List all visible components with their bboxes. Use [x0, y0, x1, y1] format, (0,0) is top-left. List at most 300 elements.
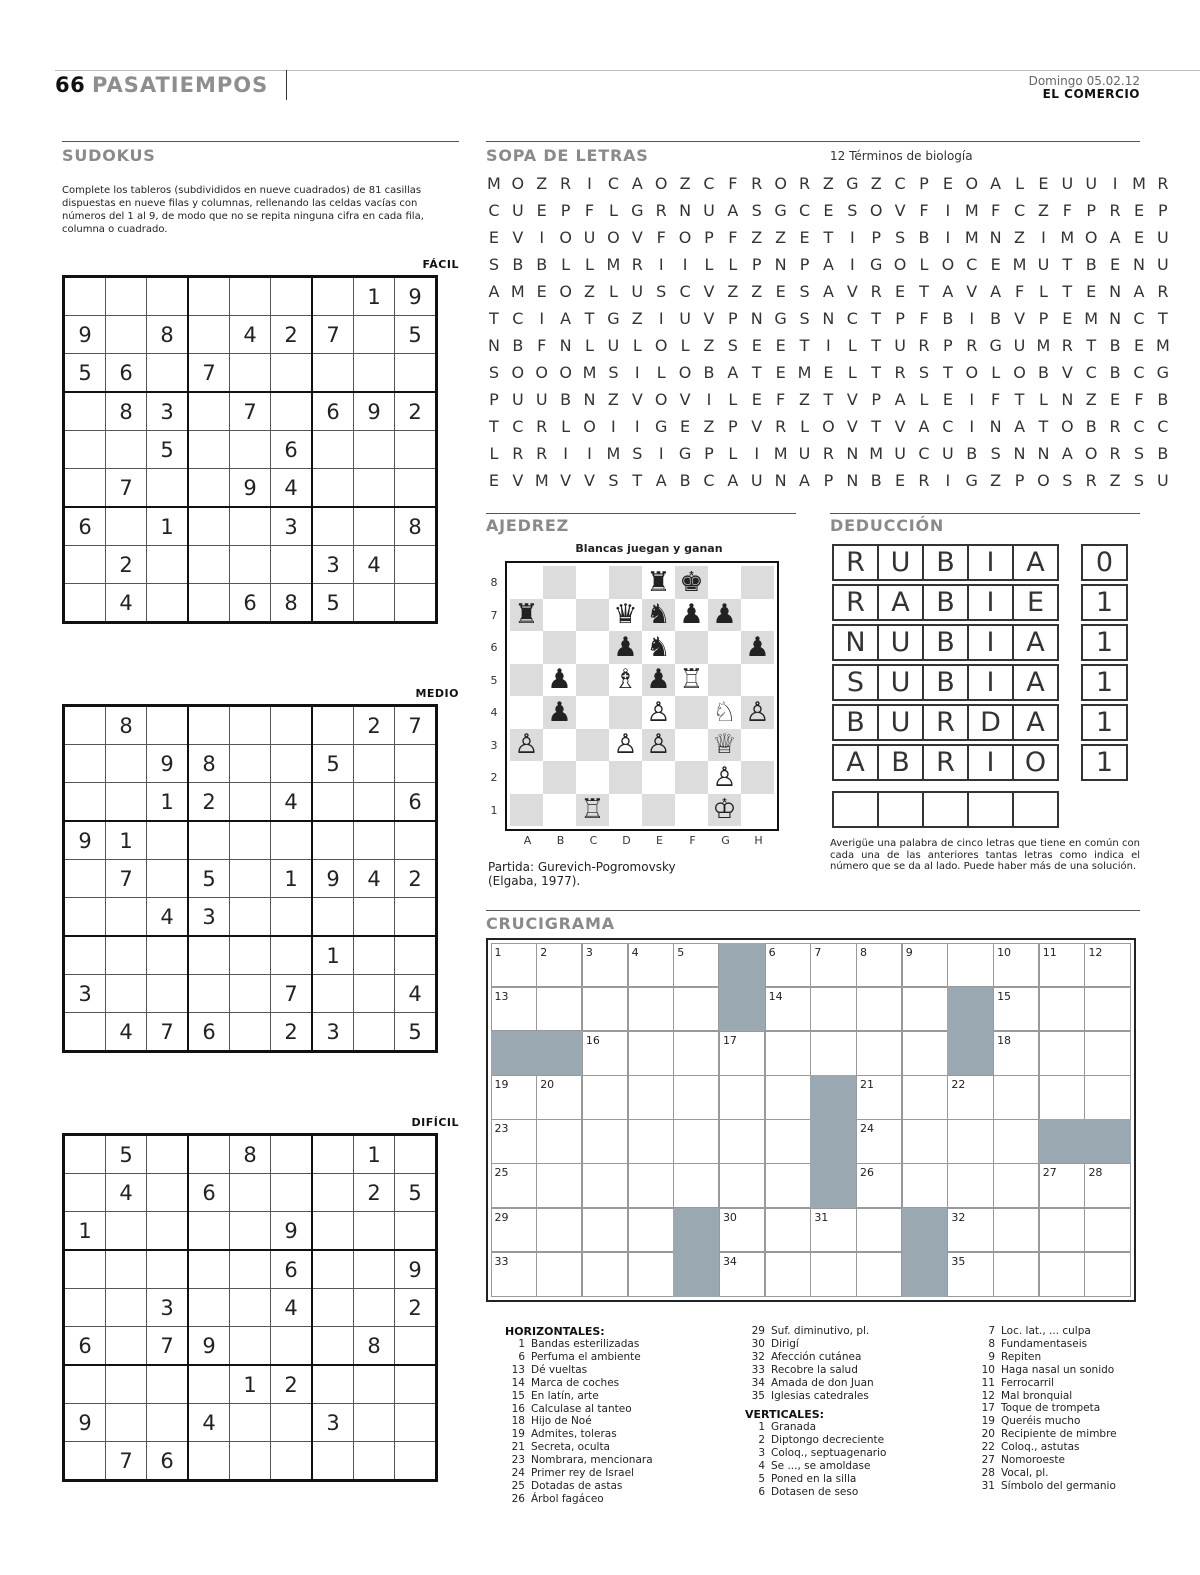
sudoku-cell[interactable] — [312, 277, 354, 316]
sudoku-cell[interactable] — [354, 1442, 395, 1481]
chess-square[interactable] — [675, 761, 708, 794]
chess-square[interactable]: ♙ — [646, 696, 671, 728]
word-search-letter[interactable]: U — [1013, 336, 1026, 355]
word-search-letter[interactable]: A — [942, 282, 954, 301]
sudoku-cell[interactable] — [188, 975, 230, 1013]
sudoku-cell[interactable] — [64, 277, 106, 316]
sudoku-cell[interactable] — [188, 1250, 230, 1289]
word-search-letter[interactable]: A — [1061, 444, 1073, 463]
word-search-letter[interactable]: O — [965, 174, 979, 193]
crossword-cell[interactable] — [947, 1075, 993, 1120]
sudoku-cell[interactable] — [395, 898, 437, 937]
word-search-letter[interactable]: S — [918, 363, 930, 382]
word-search-letter[interactable]: I — [969, 309, 975, 328]
word-search-letter[interactable]: U — [511, 390, 524, 409]
sudoku-cell[interactable] — [271, 706, 313, 745]
sudoku-cell[interactable] — [106, 316, 147, 354]
chess-square[interactable]: ♙ — [642, 729, 675, 762]
word-search-letter[interactable]: R — [822, 444, 834, 463]
word-search-letter[interactable]: N — [846, 444, 859, 463]
word-search-letter[interactable]: U — [511, 201, 524, 220]
chess-square[interactable]: ♙ — [613, 729, 638, 761]
chess-square[interactable] — [609, 696, 642, 729]
word-search-letter[interactable]: E — [775, 282, 786, 301]
word-search-letter[interactable]: Z — [870, 174, 882, 193]
sudoku-cell[interactable] — [147, 469, 189, 508]
word-search-letter[interactable]: R — [870, 282, 882, 301]
word-search-letter[interactable]: U — [583, 228, 596, 247]
chess-square[interactable]: ♚ — [675, 566, 708, 599]
crossword-cell[interactable] — [765, 1119, 811, 1164]
sudoku-cell[interactable] — [230, 1404, 271, 1442]
crossword-cell[interactable] — [765, 987, 811, 1032]
word-search-letter[interactable]: G — [1156, 363, 1170, 382]
sudoku-cell[interactable] — [312, 1365, 354, 1404]
word-search-letter[interactable]: L — [728, 390, 738, 409]
crossword-cell[interactable] — [765, 943, 811, 988]
sudoku-cell[interactable] — [230, 431, 271, 469]
chess-square[interactable] — [642, 794, 675, 827]
crossword-cell[interactable] — [856, 1252, 902, 1297]
crossword-cell[interactable] — [902, 987, 948, 1032]
crossword-cell[interactable] — [856, 1208, 902, 1253]
sudoku-cell[interactable] — [64, 860, 106, 898]
word-search-letter[interactable]: A — [894, 390, 906, 409]
word-search-letter[interactable]: O — [535, 363, 549, 382]
word-search-letter[interactable]: M — [582, 363, 597, 382]
sudoku-cell[interactable] — [271, 898, 313, 937]
word-search-letter[interactable]: R — [894, 363, 906, 382]
sudoku-cell[interactable] — [271, 821, 313, 860]
word-search-letter[interactable]: N — [774, 471, 787, 490]
word-search-letter[interactable]: L — [608, 201, 618, 220]
word-search-letter[interactable]: M — [797, 363, 812, 382]
sudoku-cell[interactable] — [147, 1404, 189, 1442]
crossword-cell[interactable] — [582, 1031, 628, 1076]
sudoku-cell[interactable] — [395, 431, 437, 469]
sudoku-cell[interactable] — [64, 706, 106, 745]
word-search-letter[interactable]: E — [1133, 228, 1145, 247]
word-search-letter[interactable]: I — [539, 309, 545, 328]
crossword-cell[interactable] — [491, 987, 537, 1032]
word-search-letter[interactable]: P — [728, 417, 738, 436]
word-search-letter[interactable]: P — [1014, 471, 1025, 490]
sudoku-cell[interactable] — [188, 507, 230, 546]
crossword-cell[interactable] — [719, 1163, 765, 1208]
crossword-cell[interactable] — [1039, 1208, 1085, 1253]
crossword-cell[interactable] — [856, 1031, 902, 1076]
sudoku-cell[interactable] — [354, 584, 395, 623]
sudoku-cell[interactable] — [230, 860, 271, 898]
word-search-letter[interactable]: B — [942, 309, 954, 328]
word-search-letter[interactable]: E — [775, 363, 786, 382]
sudoku-cell[interactable] — [312, 354, 354, 393]
chess-square[interactable] — [510, 761, 543, 794]
word-search-letter[interactable]: L — [489, 444, 499, 463]
word-search-letter[interactable]: V — [703, 282, 715, 301]
word-search-letter[interactable]: M — [1036, 336, 1051, 355]
word-search-letter[interactable]: G — [774, 201, 787, 220]
sudoku-cell[interactable] — [188, 706, 230, 745]
word-search-letter[interactable]: A — [655, 471, 667, 490]
word-search-letter[interactable]: P — [1158, 201, 1168, 220]
word-search-letter[interactable]: Z — [1037, 201, 1049, 220]
word-search-letter[interactable]: E — [823, 363, 834, 382]
sudoku-cell[interactable] — [271, 1327, 313, 1366]
word-search-letter[interactable]: I — [611, 417, 616, 436]
sudoku-cell[interactable] — [312, 469, 354, 508]
word-search-letter[interactable]: T — [799, 336, 810, 355]
word-search-letter[interactable]: C — [798, 201, 811, 220]
sudoku-cell[interactable] — [106, 783, 147, 822]
word-search-letter[interactable]: E — [1133, 336, 1145, 355]
word-search-letter[interactable]: M — [606, 444, 621, 463]
sudoku-cell[interactable] — [230, 277, 271, 316]
word-search-letter[interactable]: L — [656, 363, 666, 382]
word-search-letter[interactable]: N — [1109, 282, 1122, 301]
word-search-letter[interactable]: Z — [751, 282, 763, 301]
word-search-letter[interactable]: U — [1157, 255, 1169, 274]
word-search-letter[interactable]: B — [1109, 363, 1121, 382]
word-search-letter[interactable]: C — [942, 417, 954, 436]
word-search-letter[interactable]: G — [678, 444, 692, 463]
crossword-cell[interactable] — [765, 1075, 811, 1120]
sudoku-cell[interactable] — [106, 1212, 147, 1251]
word-search-letter[interactable]: N — [750, 309, 763, 328]
word-search-letter[interactable]: P — [560, 201, 571, 220]
word-search-letter[interactable]: L — [1038, 282, 1048, 301]
word-search-letter[interactable]: S — [488, 363, 500, 382]
word-search-letter[interactable]: R — [1109, 444, 1121, 463]
word-search-letter[interactable]: Z — [679, 174, 691, 193]
word-search-letter[interactable]: U — [703, 201, 715, 220]
word-search-letter[interactable]: Z — [584, 282, 595, 301]
chess-square[interactable]: ♟ — [741, 631, 774, 664]
word-search-letter[interactable]: N — [1061, 390, 1074, 409]
chess-square[interactable] — [642, 761, 675, 794]
answer-cell[interactable] — [832, 791, 879, 828]
word-search-letter[interactable]: S — [895, 228, 906, 247]
word-search-letter[interactable]: I — [1041, 228, 1046, 247]
word-search-letter[interactable]: G — [989, 336, 1002, 355]
sudoku-cell[interactable] — [271, 277, 313, 316]
crossword-cell[interactable] — [536, 1119, 582, 1164]
word-search-letter[interactable]: C — [1013, 201, 1026, 220]
sudoku-cell[interactable] — [312, 1327, 354, 1366]
chess-square[interactable] — [543, 794, 576, 827]
sudoku-cell[interactable] — [271, 1174, 313, 1212]
word-search-letter[interactable]: O — [1084, 444, 1098, 463]
word-search-letter[interactable]: R — [631, 255, 643, 274]
word-search-letter[interactable]: L — [919, 390, 929, 409]
word-search-letter[interactable]: F — [776, 390, 786, 409]
crossword-cell[interactable] — [719, 1075, 765, 1120]
word-search-letter[interactable]: R — [1109, 201, 1121, 220]
sudoku-cell[interactable] — [106, 1289, 147, 1327]
word-search-letter[interactable]: B — [990, 309, 1002, 328]
word-search-letter[interactable]: M — [510, 282, 525, 301]
word-search-letter[interactable]: E — [990, 255, 1001, 274]
word-search-letter[interactable]: N — [1109, 309, 1122, 328]
word-search-letter[interactable]: O — [511, 174, 525, 193]
sudoku-cell[interactable] — [395, 584, 437, 623]
sudoku-cell[interactable] — [188, 1135, 230, 1174]
crossword-cell[interactable] — [719, 1252, 765, 1297]
sudoku-cell[interactable] — [147, 584, 189, 623]
word-search-letter[interactable]: A — [727, 471, 739, 490]
word-search-letter[interactable]: C — [1133, 363, 1145, 382]
word-search-letter[interactable]: M — [773, 444, 788, 463]
word-search-letter[interactable]: V — [631, 390, 643, 409]
word-search-letter[interactable]: Z — [607, 390, 619, 409]
chess-square[interactable] — [741, 664, 774, 697]
word-search-letter[interactable]: E — [680, 417, 691, 436]
word-search-letter[interactable]: C — [703, 174, 715, 193]
crossword-cell[interactable] — [628, 1119, 674, 1164]
sudoku-cell[interactable] — [64, 392, 106, 431]
sudoku-cell[interactable] — [188, 1212, 230, 1251]
crossword-cell[interactable] — [993, 1163, 1039, 1208]
word-search-letter[interactable]: T — [919, 282, 929, 301]
chess-square[interactable] — [576, 664, 609, 697]
sudoku-cell[interactable] — [312, 898, 354, 937]
chess-square[interactable] — [708, 664, 741, 697]
word-search-letter[interactable]: E — [1110, 390, 1121, 409]
word-search-letter[interactable]: A — [560, 309, 572, 328]
word-search-letter[interactable]: A — [631, 174, 643, 193]
chess-square[interactable] — [708, 566, 741, 599]
word-search-letter[interactable]: L — [632, 336, 642, 355]
word-search-letter[interactable]: I — [945, 471, 951, 490]
sudoku-cell[interactable] — [271, 1404, 313, 1442]
crossword-cell[interactable] — [673, 1163, 719, 1208]
chess-square[interactable] — [675, 729, 708, 762]
crossword-cell[interactable] — [536, 1208, 582, 1253]
word-search-letter[interactable]: Z — [990, 471, 1002, 490]
sudoku-cell[interactable] — [395, 745, 437, 783]
chess-square[interactable] — [741, 729, 774, 762]
sudoku-cell[interactable] — [64, 584, 106, 623]
sudoku-cell[interactable] — [395, 1404, 437, 1442]
crossword-cell[interactable] — [582, 943, 628, 988]
word-search-letter[interactable]: F — [537, 336, 547, 355]
word-search-letter[interactable]: C — [846, 309, 858, 328]
word-search-letter[interactable]: U — [1037, 255, 1050, 274]
answer-cell[interactable] — [877, 791, 924, 828]
word-search-letter[interactable]: N — [1013, 444, 1026, 463]
word-search-letter[interactable]: N — [989, 417, 1002, 436]
chess-square[interactable]: ♟ — [708, 599, 741, 632]
word-search-letter[interactable]: I — [587, 444, 592, 463]
sudoku-cell[interactable] — [354, 354, 395, 393]
word-search-letter[interactable]: N — [583, 390, 596, 409]
word-search-letter[interactable]: I — [706, 390, 712, 409]
word-search-letter[interactable]: R — [775, 417, 787, 436]
word-search-letter[interactable]: T — [823, 390, 834, 409]
sudoku-cell[interactable] — [395, 1365, 437, 1404]
sudoku-cell[interactable] — [354, 745, 395, 783]
word-search-letter[interactable]: V — [966, 282, 978, 301]
word-search-letter[interactable]: R — [1157, 174, 1169, 193]
crossword-cell[interactable] — [765, 1163, 811, 1208]
sudoku-cell[interactable] — [312, 431, 354, 469]
crossword-cell[interactable] — [993, 1075, 1039, 1120]
chess-square[interactable]: ♟ — [679, 599, 704, 631]
chess-square[interactable] — [576, 761, 609, 794]
word-search-letter[interactable]: I — [945, 228, 951, 247]
sudoku-cell[interactable] — [230, 783, 271, 822]
crossword-cell[interactable] — [1084, 1252, 1130, 1297]
word-search-letter[interactable]: B — [1109, 336, 1121, 355]
chess-square[interactable] — [510, 664, 543, 697]
word-search-letter[interactable]: N — [1037, 444, 1050, 463]
word-search-letter[interactable]: V — [703, 309, 715, 328]
word-search-letter[interactable]: R — [655, 201, 667, 220]
sudoku-cell[interactable] — [312, 1135, 354, 1174]
crossword-cell[interactable] — [582, 1119, 628, 1164]
word-search-letter[interactable]: N — [846, 471, 859, 490]
sudoku-cell[interactable] — [188, 1289, 230, 1327]
crossword-cell[interactable] — [582, 1075, 628, 1120]
word-search-letter[interactable]: R — [798, 174, 811, 193]
word-search-letter[interactable]: B — [1157, 444, 1169, 463]
crossword-cell[interactable] — [856, 987, 902, 1032]
word-search-letter[interactable]: V — [1061, 363, 1073, 382]
word-search-letter[interactable]: B — [560, 390, 572, 409]
word-search-letter[interactable]: R — [536, 417, 548, 436]
chess-square[interactable]: ♖ — [679, 664, 704, 696]
word-search-letter[interactable]: T — [1157, 309, 1168, 328]
sudoku-cell[interactable] — [147, 936, 189, 975]
crossword-cell[interactable] — [536, 1075, 582, 1120]
word-search-letter[interactable]: A — [488, 282, 500, 301]
crossword-cell[interactable] — [719, 1119, 765, 1164]
word-search-letter[interactable]: L — [585, 336, 594, 355]
sudoku-cell[interactable] — [147, 1365, 189, 1404]
sudoku-cell[interactable] — [188, 316, 230, 354]
word-search-letter[interactable]: V — [679, 390, 691, 409]
word-search-letter[interactable]: F — [584, 201, 595, 220]
sudoku-cell[interactable] — [271, 392, 313, 431]
sudoku-cell[interactable] — [188, 1365, 230, 1404]
word-search-letter[interactable]: U — [942, 444, 954, 463]
crossword-cell[interactable] — [1084, 987, 1130, 1032]
crossword-cell[interactable] — [491, 943, 537, 988]
word-search-letter[interactable]: A — [918, 417, 930, 436]
word-search-letter[interactable]: R — [1085, 471, 1097, 490]
word-search-letter[interactable]: S — [632, 444, 643, 463]
sudoku-cell[interactable] — [354, 1013, 395, 1052]
sudoku-cell[interactable] — [312, 821, 354, 860]
word-search-letter[interactable]: N — [822, 309, 835, 328]
sudoku-cell[interactable] — [354, 1365, 395, 1404]
sudoku-cell[interactable] — [106, 1250, 147, 1289]
sudoku-cell[interactable] — [271, 745, 313, 783]
word-search-letter[interactable]: Z — [703, 417, 715, 436]
crossword-cell[interactable] — [1039, 1075, 1085, 1120]
sudoku-cell[interactable] — [188, 584, 230, 623]
word-search-letter[interactable]: P — [704, 444, 714, 463]
word-search-letter[interactable]: E — [775, 336, 786, 355]
word-search-letter[interactable]: O — [559, 282, 572, 301]
word-search-letter[interactable]: B — [1157, 390, 1169, 409]
word-search-letter[interactable]: E — [751, 336, 762, 355]
word-search-letter[interactable]: E — [488, 228, 499, 247]
word-search-letter[interactable]: R — [751, 174, 763, 193]
chess-square[interactable]: ♛ — [613, 599, 638, 631]
word-search-letter[interactable]: V — [751, 417, 763, 436]
chess-square[interactable]: ♟ — [609, 631, 642, 664]
crossword-cell[interactable] — [628, 1075, 674, 1120]
word-search-letter[interactable]: I — [826, 336, 831, 355]
word-search-letter[interactable]: T — [871, 363, 882, 382]
word-search-letter[interactable]: R — [966, 336, 978, 355]
word-search-letter[interactable]: L — [847, 336, 857, 355]
word-search-letter[interactable]: G — [869, 255, 883, 274]
crossword-cell[interactable] — [582, 1163, 628, 1208]
word-search-letter[interactable]: I — [634, 363, 640, 382]
word-search-letter[interactable]: I — [539, 228, 545, 247]
word-search-letter[interactable]: S — [608, 363, 619, 382]
word-search-letter[interactable]: A — [1014, 417, 1026, 436]
word-search-letter[interactable]: P — [489, 390, 499, 409]
word-search-letter[interactable]: U — [679, 309, 691, 328]
word-search-letter[interactable]: G — [654, 417, 668, 436]
sudoku-cell[interactable] — [354, 898, 395, 937]
word-search-letter[interactable]: I — [849, 228, 855, 247]
sudoku-cell[interactable] — [64, 1289, 106, 1327]
word-search-letter[interactable]: A — [822, 255, 834, 274]
word-search-letter[interactable]: P — [799, 255, 810, 274]
crossword-cell[interactable] — [719, 1208, 765, 1253]
chess-square[interactable]: ♞ — [646, 631, 671, 663]
word-search-letter[interactable]: I — [682, 255, 688, 274]
crossword-cell[interactable] — [1039, 943, 1085, 988]
crossword-cell[interactable] — [993, 943, 1039, 988]
word-search-letter[interactable]: E — [1062, 309, 1073, 328]
word-search-letter[interactable]: V — [894, 417, 906, 436]
word-search-letter[interactable]: V — [560, 471, 572, 490]
crossword-cell[interactable] — [993, 1031, 1039, 1076]
word-search-letter[interactable]: E — [942, 174, 953, 193]
word-search-letter[interactable]: P — [943, 336, 953, 355]
crossword-cell[interactable] — [673, 1075, 719, 1120]
crossword-cell[interactable] — [765, 1252, 811, 1297]
word-search-letter[interactable]: C — [488, 201, 500, 220]
crossword-cell[interactable] — [628, 987, 674, 1032]
word-search-letter[interactable]: E — [1133, 201, 1145, 220]
word-search-letter[interactable]: U — [750, 471, 763, 490]
chess-square[interactable]: ♗ — [613, 664, 638, 696]
sudoku-cell[interactable] — [230, 507, 271, 546]
word-search-letter[interactable]: S — [1062, 471, 1073, 490]
sudoku-cell[interactable] — [188, 936, 230, 975]
word-search-letter[interactable]: T — [871, 336, 882, 355]
word-search-letter[interactable]: C — [679, 282, 691, 301]
sudoku-cell[interactable] — [230, 975, 271, 1013]
word-search-letter[interactable]: Z — [751, 228, 763, 247]
word-search-letter[interactable]: U — [1157, 228, 1169, 247]
sudoku-cell[interactable] — [271, 1442, 313, 1481]
sudoku-cell[interactable] — [64, 898, 106, 937]
sudoku-cell[interactable] — [354, 469, 395, 508]
crossword-cell[interactable] — [856, 943, 902, 988]
word-search-letter[interactable]: T — [489, 417, 499, 436]
sudoku-cell[interactable] — [106, 936, 147, 975]
sudoku-cell[interactable] — [64, 1135, 106, 1174]
sudoku-cell[interactable] — [395, 1212, 437, 1251]
crossword-cell[interactable] — [673, 943, 719, 988]
